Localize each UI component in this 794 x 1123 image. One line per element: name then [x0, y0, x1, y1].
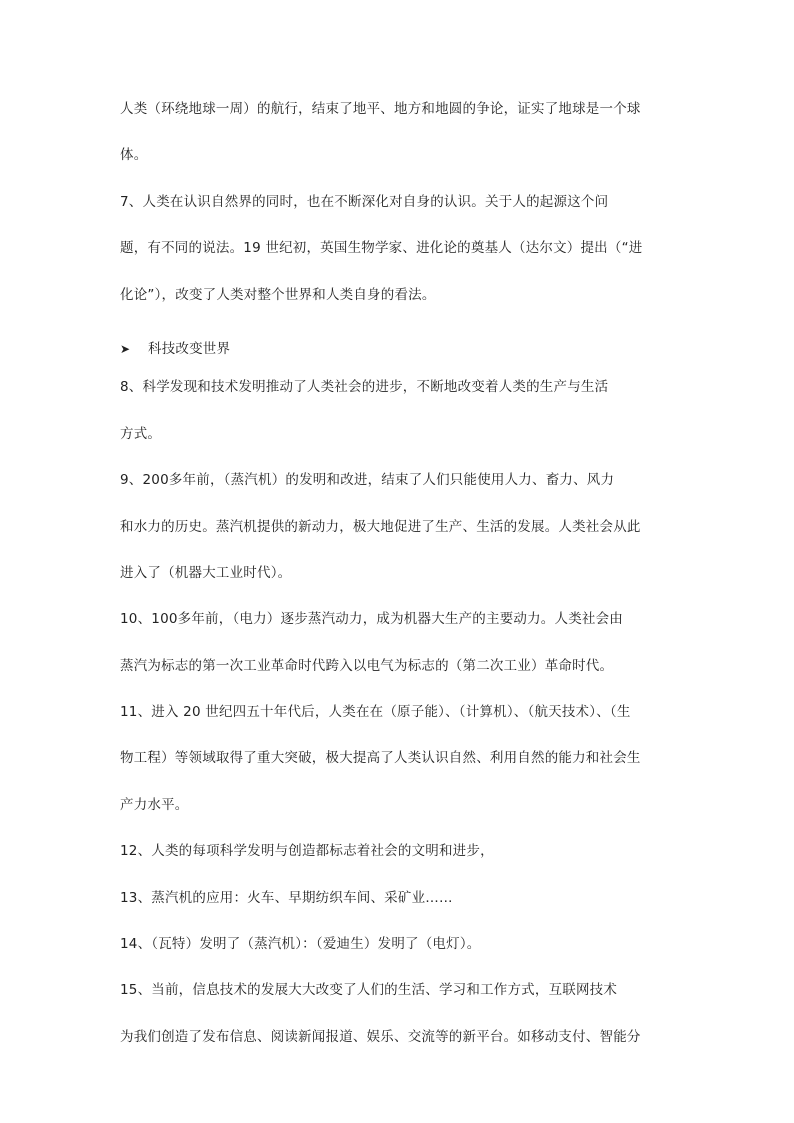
text-line: 化论”），改变了人类对整个世界和人类自身的看法。 — [120, 286, 436, 303]
text-line: 13、蒸汽机的应用：火车、早期纺织车间、采矿业…… — [120, 889, 453, 906]
text-line: 15、当前，信息技术的发展大大改变了人们的生活、学习和工作方式，互联网技术 — [120, 982, 618, 999]
text-line: 11、进入 20 世纪四五十年代后，人类在在（原子能）、（计算机）、（航天技术）、（生 — [120, 704, 631, 721]
arrow-bullet-icon: ➤ — [120, 342, 131, 357]
text-line: 蒸汽为标志的第一次工业革命时代跨入以电气为标志的（第二次工业）革命时代。 — [120, 657, 614, 674]
text-line: 12、人类的每项科学发明与创造都标志着社会的文明和进步， — [120, 843, 494, 860]
text-line: 和水力的历史。蒸汽机提供的新动力，极大地促进了生产、生活的发展。人类社会从此 — [120, 518, 641, 535]
section-heading — [120, 326, 680, 372]
text-line: 10、100多年前，（电力）逐步蒸汽动力，成为机器大生产的主要动力。人类社会由 — [120, 611, 623, 628]
document-body — [120, 94, 680, 1068]
section-heading-text: 科技改变世界 — [148, 341, 231, 358]
text-line: 7、人类在认识自然界的同时，也在不断深化对自身的认识。关于人的起源这个问 — [120, 193, 609, 210]
text-line: 体。 — [120, 147, 148, 164]
text-line: 物工程）等领域取得了重大突破，极大提高了人类认识自然、利用自然的能力和社会生 — [120, 750, 641, 767]
text-line: 9、200多年前，（蒸汽机）的发明和改进，结束了人们只能使用人力、畜力、风力 — [120, 472, 615, 489]
text-line: 产力水平。 — [120, 796, 189, 813]
text-line: 方式。 — [120, 425, 162, 442]
text-line: 为我们创造了发布信息、阅读新闻报道、娱乐、交流等的新平台。如移动支付、智能分 — [120, 1028, 641, 1045]
text-line: 8、科学发现和技术发明推动了人类社会的进步，不断地改变着人类的生产与生活 — [120, 379, 609, 396]
text-line: 14、（瓦特）发明了（蒸汽机）：（爱迪生）发明了（电灯）。 — [120, 936, 481, 953]
text-line: 人类（环绕地球一周）的航行，结束了地平、地方和地圆的争论，证实了地球是一个球 — [120, 101, 641, 117]
text-line: 进入了（机器大工业时代）。 — [120, 564, 292, 581]
text-line: 题，有不同的说法。19 世纪初，英国生物学家、进化论的奠基人（达尔文）提出（“进 — [120, 240, 643, 257]
